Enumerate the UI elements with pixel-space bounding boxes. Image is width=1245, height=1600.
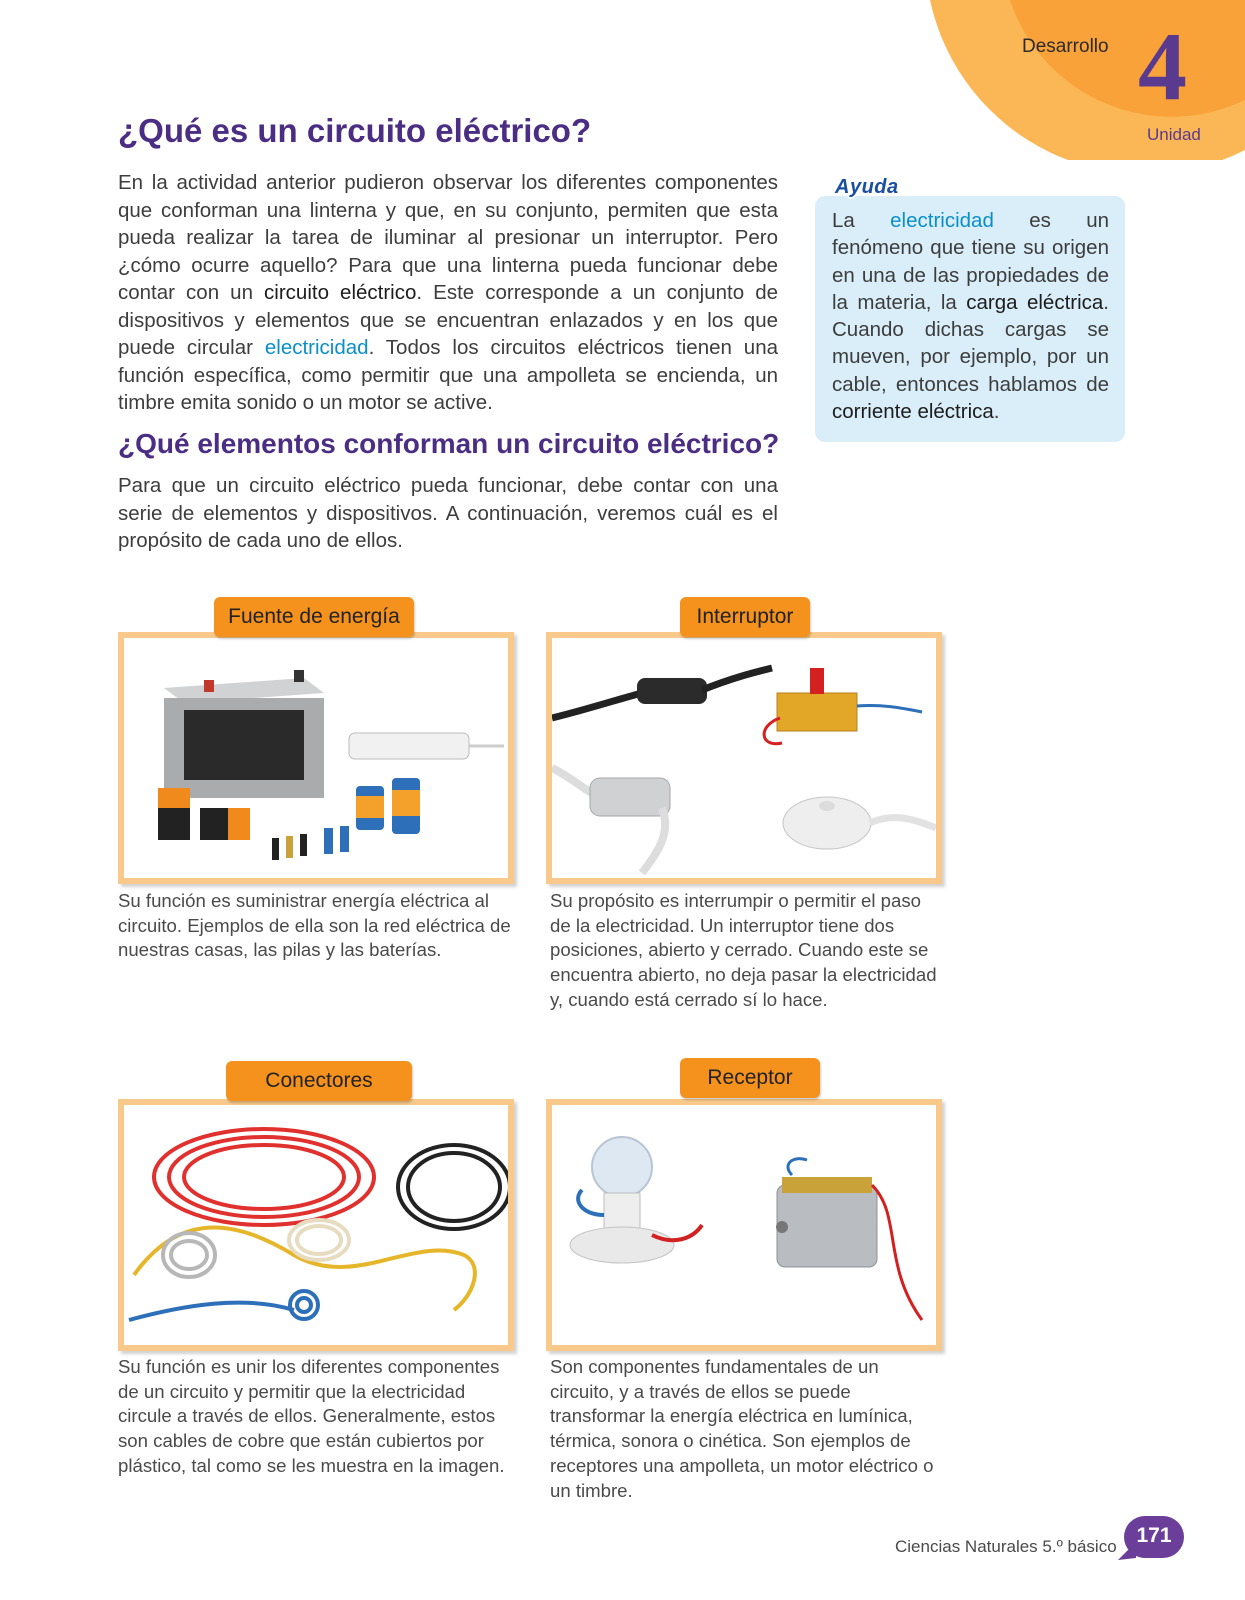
page-number: 171 [1124,1516,1184,1558]
card-receptor [546,1099,942,1351]
caption-switch: Su propósito es interrumpir o permitir el paso de la electricidad. Un interruptor tiene dos posiciones, abierto y cerrado. Cuando este se encuentra abierto, no deja pasar la electricidad y, cuando está cerrado sí lo hace. [550,890,937,1010]
card-energy-source [118,632,514,884]
battery-illustration [124,638,508,878]
glossary-link-electricidad[interactable]: electricidad [264,336,369,359]
footer-book-title: Ciencias Naturales 5.º básico [895,1537,1117,1556]
help-title: Ayuda [835,176,899,198]
section-subtitle: ¿Qué elementos conforman un circuito eléctrico? [118,428,780,459]
keyword-circuito: circuito eléctrico [264,281,417,304]
cables-illustration [124,1105,508,1345]
tag-switch: Interruptor [680,597,810,637]
sub-paragraph: Para que un circuito eléctrico pueda funcionar, debe contar con una serie de elementos y dispositivos. A continuación, veremos cuál es el propósito de cada uno de ellos. [118,474,778,552]
unit-label: Unidad [1147,125,1201,144]
caption-connectors: Su función es unir los diferentes componentes de un circuito y permitir que la electricidad circule a través de ellos. Generalmente, estos son cables de cobre que están cubiertos por plástico, tal como se les muestra en la imagen. [118,1356,505,1476]
tag-connectors: Conectores [226,1061,412,1101]
intro-paragraph: En la actividad anterior pudieron observar los diferentes componentes que conforman una linterna y que, en su conjunto, permiten que esta pueda realizar la tarea de iluminar al presionar un interruptor. Pero ¿cómo ocurre aquello? Para que una linterna pueda funcionar debe contar con un circuito eléctrico. Este corresponde a un conjunto de dispositivos y elementos que se encuentran enlazados y en los que puede circular electricidad. Todos los circuitos eléctricos tienen una función específica, como permitir que una ampolleta se encienda, un timbre emita sonido o un motor se active. [118,171,779,414]
caption-receptor: Son componentes fundamentales de un circuito, y a través de ellos se puede transformar la energía eléctrica en lumínica, térmica, sonora o cinética. Son ejemplos de receptores una ampolleta, un motor eléctrico o un timbre. [550,1356,934,1501]
receptors-illustration [552,1105,936,1345]
switch-illustration [552,638,936,878]
section-label: Desarrollo [1022,36,1109,57]
card-switch [546,632,942,884]
card-connectors [118,1099,514,1351]
caption-energy-source: Su función es suministrar energía eléctrica al circuito. Ejemplos de ella son la red eléctrica de nuestras casas, las pilas y las baterías. [118,890,511,961]
unit-number: 4 [1138,13,1187,121]
tag-receptor: Receptor [680,1058,820,1098]
tag-energy-source: Fuente de energía [214,597,414,637]
help-text: La electricidad es un fenómeno que tiene su origen en una de las propiedades de la materia, la carga eléctrica. Cuando dichas cargas se mueven, por ejemplo, por un cable, entonces hablamos de corriente eléctrica. [832,209,1109,424]
page-title: ¿Qué es un circuito eléctrico? [118,112,592,149]
help-link-electricidad[interactable]: electricidad [890,209,994,232]
